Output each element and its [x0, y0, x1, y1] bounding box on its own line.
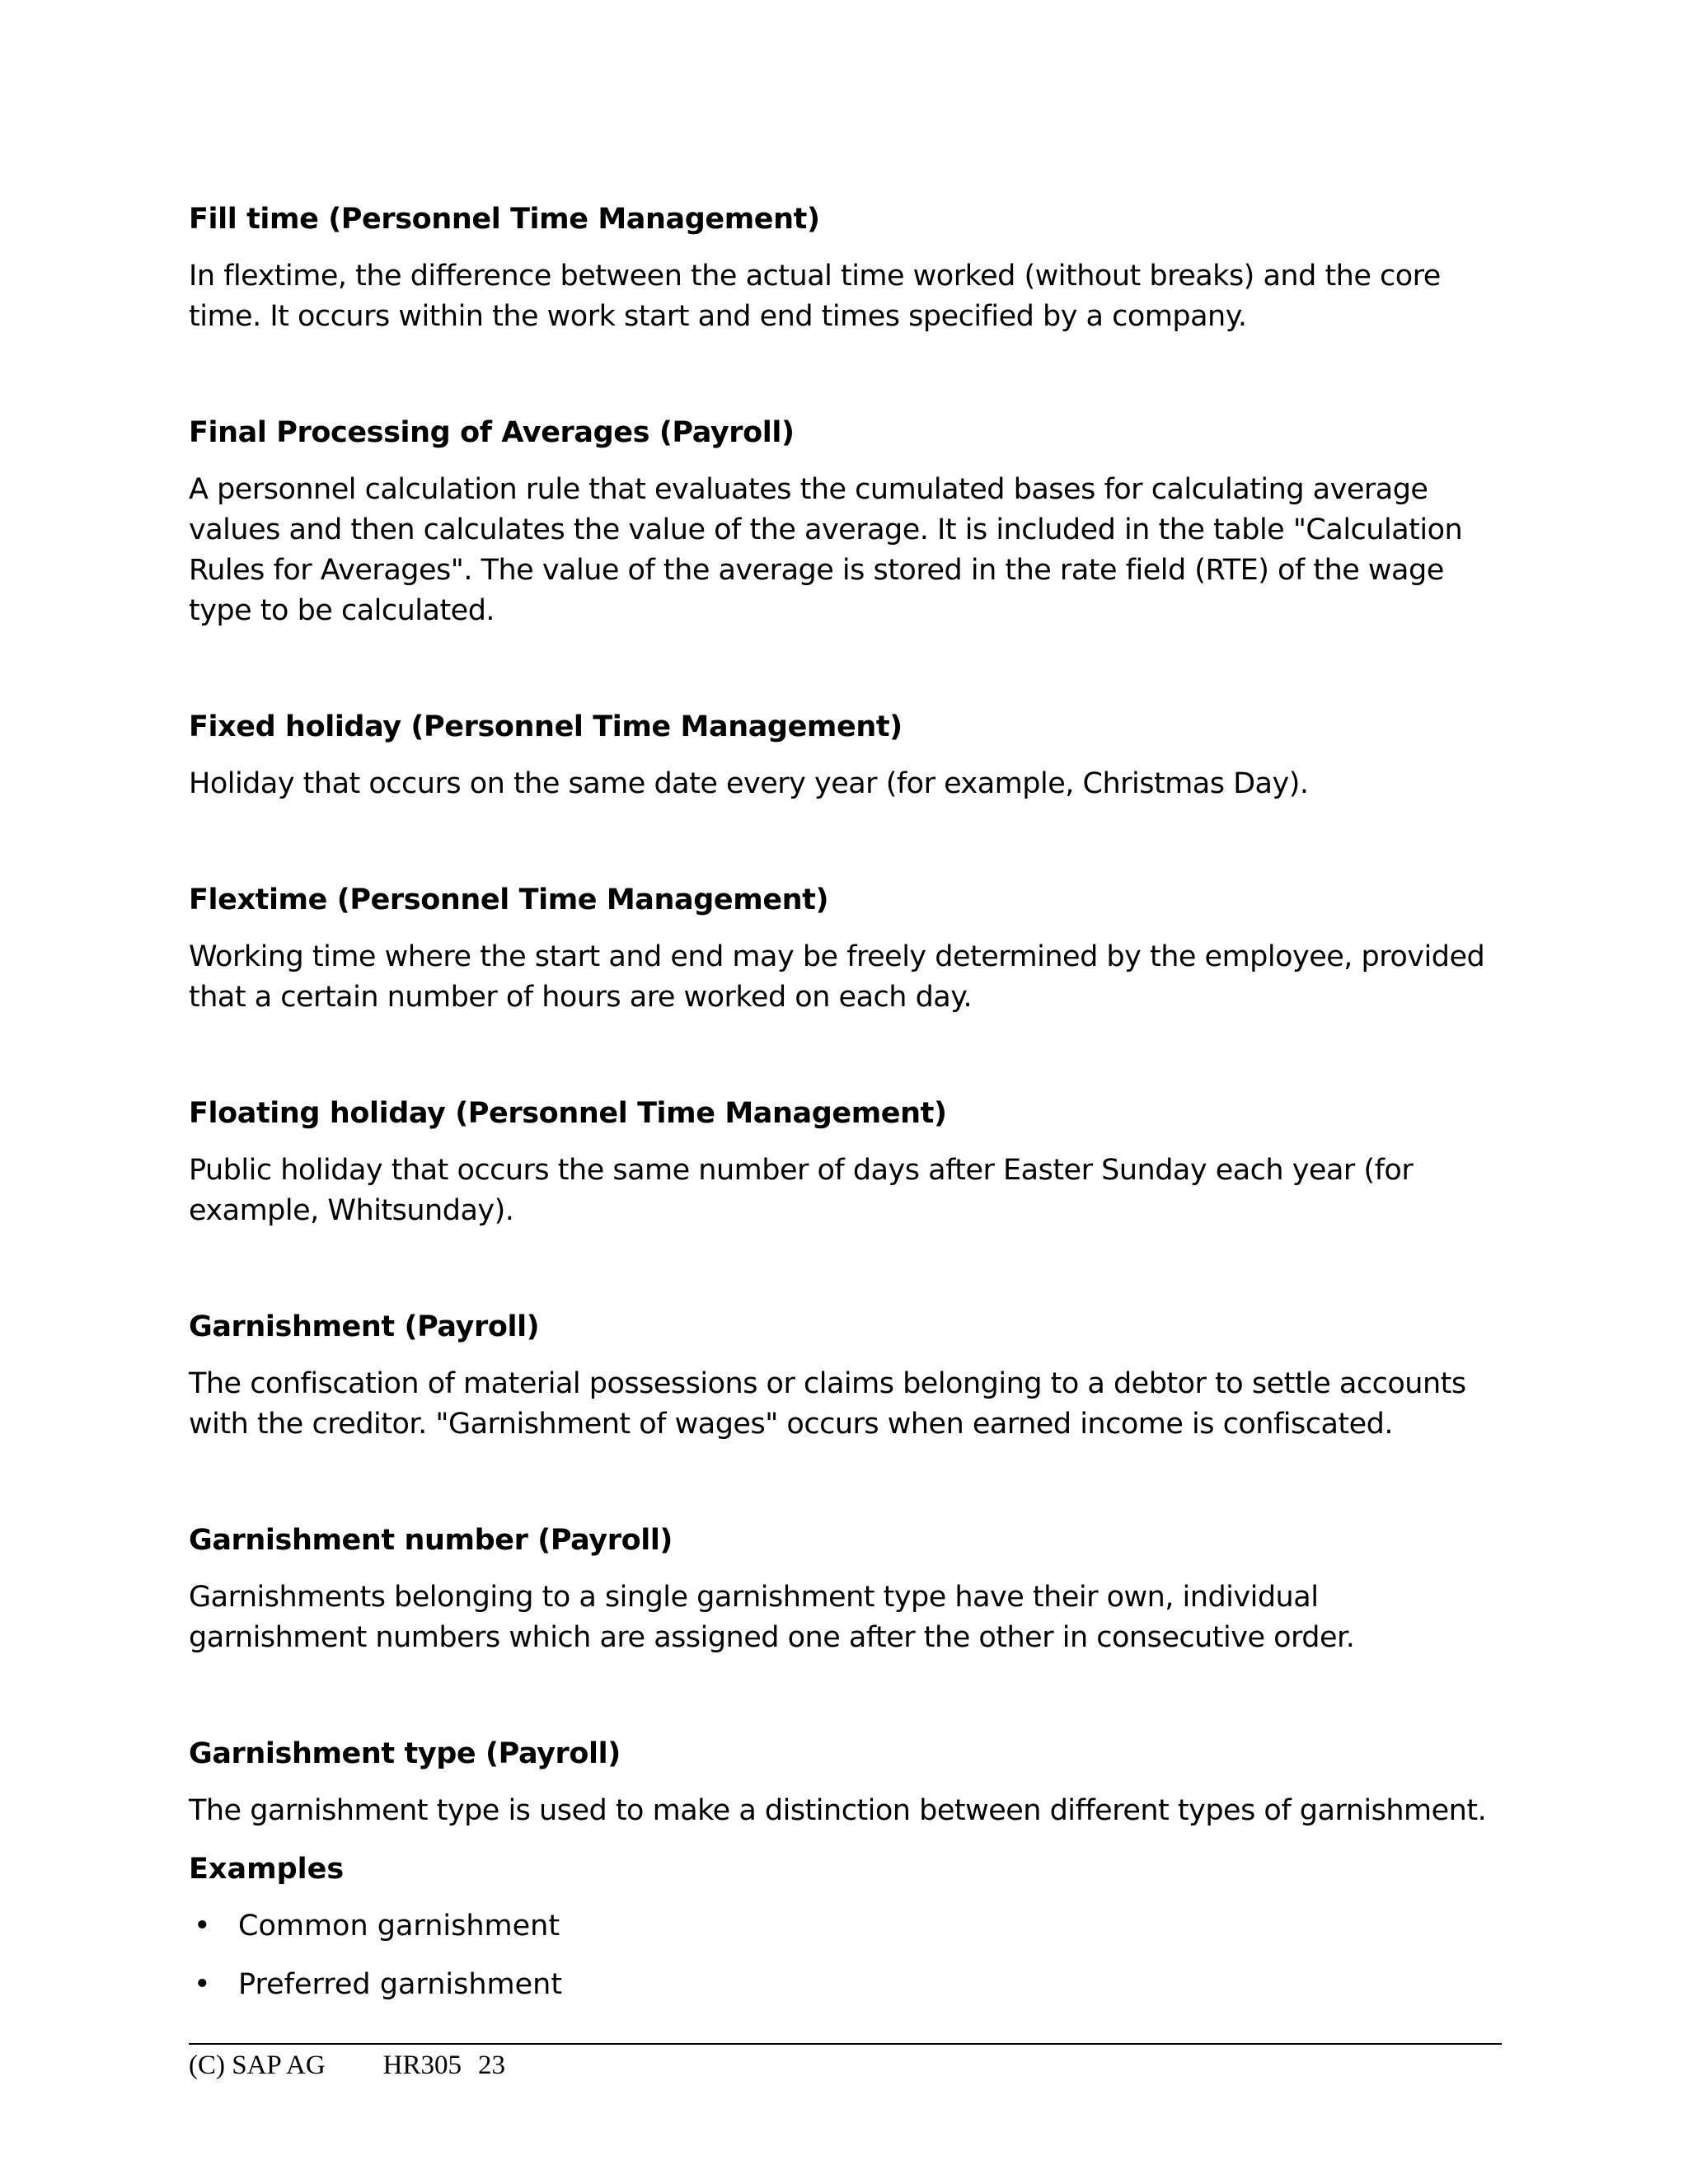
glossary-definition: A personnel calculation rule that evaluates the cumulated bases for calculating average values and then calculates the value of the average. It is included in the table "Calculation Rules for Averages". The value of the average is stored in the rate field (RTE) of the wage type to be calculated.	[189, 473, 1463, 627]
glossary-definition: Garnishments belonging to a single garnishment type have their own, individual garnishment numbers which are assigned one after the other in consecutive order.	[189, 1581, 1355, 1654]
glossary-entry	[189, 1736, 1503, 2004]
list-item	[189, 1907, 1503, 1945]
glossary-definition: Public holiday that occurs the same number of days after Easter Sunday each year (for example, Whitsunday).	[189, 1154, 1414, 1227]
example-text: Common garnishment	[238, 1910, 560, 1943]
bullet-icon: •	[194, 1910, 211, 1943]
footer-course-code: HR305	[382, 2050, 462, 2080]
examples-list	[189, 1907, 1503, 2004]
example-text: Preferred garnishment	[238, 1968, 563, 2001]
glossary-term: Fixed holiday (Personnel Time Management)	[189, 710, 903, 743]
glossary-entry	[189, 1522, 1503, 1658]
glossary-term: Garnishment type (Payroll)	[189, 1737, 621, 1770]
glossary-entry	[189, 1309, 1503, 1445]
glossary-definition: Working time where the start and end may be freely determined by the employee, provided that a certain number of hours are worked on each day.	[189, 940, 1485, 1014]
glossary-entry	[189, 415, 1503, 631]
glossary-term: Floating holiday (Personnel Time Management)	[189, 1097, 947, 1130]
list-item	[189, 1966, 1503, 2004]
glossary-entry	[189, 882, 1503, 1018]
footer-copyright: (C) SAP AG	[189, 2050, 326, 2080]
glossary-term: Flextime (Personnel Time Management)	[189, 883, 829, 916]
glossary-definition: The confiscation of material possessions or claims belonging to a debtor to settle accounts with the creditor. "Garnishment of wages" occurs when earned income is confiscated.	[189, 1367, 1466, 1441]
glossary-entry	[189, 709, 1503, 804]
footer-divider	[189, 2043, 1502, 2045]
glossary-term: Final Processing of Averages (Payroll)	[189, 416, 795, 449]
glossary-entry	[189, 1095, 1503, 1231]
glossary-definition: The garnishment type is used to make a distinction between different types of garnishment.	[189, 1794, 1487, 1827]
glossary-content	[189, 201, 1503, 2024]
glossary-term: Fill time (Personnel Time Management)	[189, 203, 820, 236]
glossary-term: Garnishment (Payroll)	[189, 1310, 540, 1343]
footer-page-number: 23	[478, 2050, 505, 2080]
glossary-definition: In flextime, the difference between the actual time worked (without breaks) and the core time. It occurs within the work start and end times specified by a company.	[189, 260, 1441, 333]
glossary-definition: Holiday that occurs on the same date every year (for example, Christmas Day).	[189, 767, 1309, 800]
bullet-icon: •	[194, 1968, 211, 2001]
examples-heading: Examples	[189, 1853, 345, 1886]
glossary-term: Garnishment number (Payroll)	[189, 1524, 673, 1557]
glossary-entry	[189, 201, 1503, 337]
page-footer	[189, 2049, 505, 2082]
